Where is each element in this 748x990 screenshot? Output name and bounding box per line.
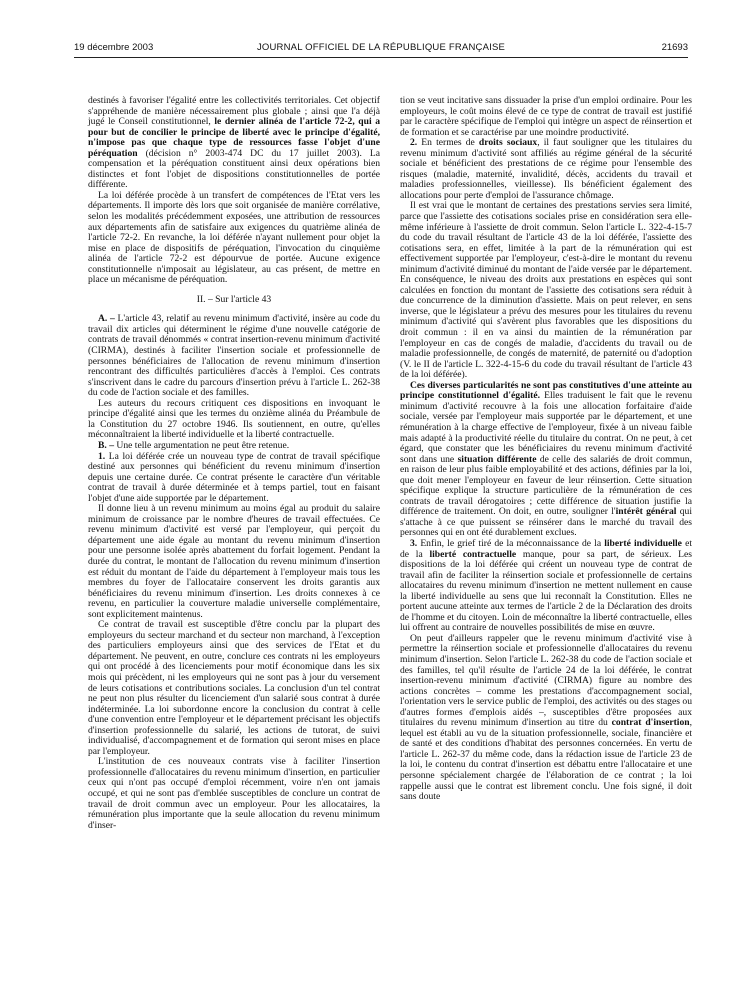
paragraph: Il donne lieu à un revenu minimum au moins égal au produit du salaire minimum de croissance par le nombre d'heures de travail effectuées. Ce revenu minimum d'activité est versé par l'employeur, qui perçoit du département une aide égale au montant du revenu minimum d'insertion pour une personne isolée après abattement du forfait logement. Pendant la durée du contrat, le montant de l'allocation du revenu minimum d'insertion est réduit du montant de l'aide du département à l'employeur mais tous les membres du foyer de l'allocataire conservent les droits garantis aux bénéficiaires du revenu minimum d'insertion. Les droits connexes à ce revenu, en particulier la couverture maladie universelle complémentaire, sont explicitement maintenus.	[88, 503, 380, 620]
bold-text: 2.	[410, 137, 418, 149]
text: On peut d'ailleurs rappeler que le revenu minimum d'activité vise à permettre la réinsertion sociale et professionnelle d'allocataires du revenu minimum d'insertion. Selon l'article L. 262-38 du code de l'action sociale et des familles, tel qu'il résulte de l'article 24 de la loi déférée, le contrat insertion-revenu minimum d'activité (CIRMA) figure au nombre des actions concrètes – comme les prestations d'accompagnement social, l'orientation vers le service public de l'emploi, des activités ou des stages ou d'autres formes d'emplois aidés –, susceptibles d'être proposées aux titulaires du revenu minimum d'insertion au titre du	[400, 632, 692, 729]
text: manque, pour sa part, de sérieux. Les dispositions de la loi déférée qui créent un nouveau type de contrat de travail afin de faciliter la réinsertion sociale et professionnelle de certains allocataires du revenu minimum d'insertion ne mettent nullement en cause la liberté individuelle au sens que lui reconnaît la Constitution. Elles ne portent aucune atteinte aux termes de l'article 2 de la Déclaration des droits de l'homme et du citoyen. Loin de méconnaître la liberté contractuelle, elles lui offrent au contraire de nouvelles possibilités de mise en œuvre.	[400, 548, 692, 634]
header-date: 19 décembre 2003	[74, 42, 154, 53]
text: En termes de	[417, 137, 479, 149]
paragraph	[400, 634, 692, 803]
bold-text: intérêt général	[615, 506, 677, 518]
text: Enfin, le grief tiré de la méconnaissance de la	[417, 537, 605, 549]
bold-text: 3.	[410, 537, 418, 549]
bold-text: A. –	[98, 313, 115, 325]
right-column	[400, 96, 692, 803]
left-column	[88, 96, 380, 831]
text: et de la	[400, 537, 692, 560]
journal-title: JOURNAL OFFICIEL DE LA RÉPUBLIQUE FRANÇAISE	[256, 42, 506, 53]
paragraph: La loi déférée procède à un transfert de compétences de l'Etat vers les départements. Il importe dès lors que soit organisée de manière corrélative, selon les modalités précédemment exposées, une attribution de ressources aux départements afin de satisfaire aux exigences du quatrième alinéa de l'article 72-2. En revanche, la loi déférée n'ayant nullement pour objet la mise en place de dispositifs de péréquation, l'invocation du cinquième alinéa de l'article 72-2 est dépourvue de portée. Aucune exigence constitutionnelle n'imposait au législateur, au cas présent, de mettre en place un mécanisme de péréquation.	[88, 189, 380, 286]
paragraph: L'institution de ces nouveaux contrats vise à faciliter l'insertion professionnelle d'allocataires du revenu minimum d'insertion, en particulier ceux qui n'ont pas occupé d'emploi récemment, voire n'en ont jamais occupé, et qui ne sont pas d'emblée susceptibles de conclure un contrat de travail de droit commun avec un employeur. Pour les allocataires, la rémunération plus importante que la seule allocation du revenu minimum d'inser-	[88, 756, 380, 831]
paragraph	[88, 452, 380, 505]
bold-text: B. –	[98, 439, 114, 451]
paragraph	[400, 539, 692, 634]
bold-text: contrat d'insertion	[611, 717, 690, 729]
text: de celle des salariés de droit commun, en raison de leur plus faible employabilité et des actions, définies par la loi, que doit mener l'employeur en faveur de leur réinsertion. Cette situation spécifique explique la structure particulière de la rémunération de ces contrats de travail dérogatoires ; cette différence de situation justifie la différence de traitement. On doit, en outre, souligner l'	[400, 453, 692, 518]
text: , il faut souligner que les titulaires du revenu minimum d'activité sont affiliés au régime général de la sécurité sociale et bénéficient des prestations de ce régime pour l'ensemble des risques (maladie, maternité, invalidité, décès, accidents du travail et maladies professionnelles, vieillesse). Ils bénéficient également des allocations pour perte d'emploi de l'assurance chômage.	[400, 137, 693, 201]
bold-text: 1.	[98, 450, 106, 462]
paragraph: tion se veut incitative sans dissuader la prise d'un emploi ordinaire. Pour les employeurs, le coût moins élevé de ce type de contrat de travail est justifié par le caractère spécifique de l'emploi qui intègre un aspect de réinsertion et de formation et se caractérise par une moindre productivité.	[400, 95, 692, 138]
bold-text: droits sociaux	[478, 137, 538, 149]
bold-text: le dernier alinéa de l'article 72-2, qui a pour but de concilier le principe de liberté avec le principe d'égalité, n'impose pas que chaque type de ressources fasse l'objet d'une péréquation	[88, 116, 380, 159]
paragraph: Les auteurs du recours critiquent ces dispositions en invoquant le principe d'égalité ainsi que les termes du onzième alinéa du Préambule de la Constitution du 27 octobre 1946. Ils soutiennent, en outre, qu'elles méconnaîtraient la liberté individuelle et la liberté contractuelle.	[88, 397, 380, 441]
text: Elles traduisent le fait que le revenu minimum d'activité recouvre à la fois une allocation forfaitaire d'aide sociale, versée par l'employeur mais supportée par le département, et une rémunération à la charge effective de l'employeur, fixée à un niveau faible mais adapté à la productivité réelle du titulaire du contrat. On ne peut, à cet égard, que constater que les bénéficiaires du revenu minimum d'activité sont dans une	[400, 390, 693, 465]
text: La loi déférée crée un nouveau type de contrat de travail spécifique destiné aux personnes qui bénéficient du revenu minimum d'insertion depuis une certaine durée. Ce contrat présente le caractère d'un véritable contrat de travail à durée déterminée et à temps partiel, tout en faisant l'objet d'une aide supportée par le département.	[88, 450, 380, 504]
text: destinés à favoriser l'égalité entre les collectivités territoriales. Cet objectif s'appréhende de manière nécessairement plus globale ; ainsi que l'a déjà jugé le Conseil constitutionnel,	[88, 95, 380, 128]
bold-text: liberté individuelle	[604, 537, 682, 549]
paragraph	[88, 96, 380, 191]
header-rule	[74, 57, 688, 58]
paragraph	[400, 138, 692, 201]
section-heading: II. – Sur l'article 43	[196, 293, 272, 305]
text: (décision n° 2003-474 DC du 17 juillet 2003). La compensation et la péréquation constituent ainsi deux opérations bien distinctes et font l'objet de dispositions constitutionnelles de portée différente.	[88, 147, 380, 191]
bold-text: liberté contractuelle	[429, 548, 517, 560]
paragraph	[88, 314, 380, 398]
bold-text: Ces diverses particularités ne sont pas constitutives d'une atteinte au principe constitutionnel d'égalité.	[400, 379, 692, 402]
paragraph: Il est vrai que le montant de certaines des prestations servies sera limité, parce que l'assiette des cotisations sociales prise en considération sera elle-même inférieure à l'assiette de droit commun. Selon l'article L. 322-4-15-7 du code du travail résultant de l'article 43 de la loi déférée, l'assiette des cotisations sera, en effet, limitée à la part de la rémunération qui est effectivement supportée par l'employeur, c'est-à-dire le montant du revenu minimum d'activité diminué du montant de l'aide versée par le département. En conséquence, le niveau des droits aux prestations en espèces qui sont calculées en fonction du montant de l'assiette des cotisations sera réduit à due concurrence de la diminution d'assiette. Mais on peut relever, en sens inverse, que le législateur a prévu des mesures pour les titulaires du revenu minimum d'activité qui s'avèrent plus favorables que les dispositions du droit commun : il en va ainsi du maintien de la rémunération par l'employeur en cas de congés de maladie, d'accidents du travail ou de maladie professionnelle, de congés de maternité, de paternité ou d'adoption (V. le II de l'article L. 322-4-15-6 du code du travail résultant de l'article 43 de la loi déférée).	[400, 200, 692, 381]
text: Une telle argumentation ne peut être retenue.	[114, 439, 290, 451]
text: L'article 43, relatif au revenu minimum d'activité, insère au code du travail dix articles qui déterminent le régime d'une nouvelle catégorie de contrats de travail dénommés « contrat insertion-revenu minimum d'activité (CIRMA), destinés à faciliter l'insertion sociale et professionnelle de personnes bénéficiaires de l'allocation de revenu minimum d'insertion rencontrant des difficultés particulières d'accès à l'emploi. Ces contrats s'inscrivent dans le cadre du parcours d'insertion prévu à l'article L. 262-38 du code de l'action sociale et des familles.	[88, 313, 381, 399]
paragraph: Ce contrat de travail est susceptible d'être conclu par la plupart des employeurs du secteur marchand et du secteur non marchand, à l'exception des particuliers employeurs ainsi que des services de l'Etat et du département. Ne peuvent, en outre, conclure ces contrats ni les employeurs qui ont procédé à des licenciements pour motif économique dans les six mois qui précèdent, ni les employeurs qui ne sont pas à jour du versement de leurs cotisations et contributions sociales. La conclusion d'un tel contrat ne peut non plus résulter du licenciement d'un salarié sous contrat à durée indéterminée. La loi subordonne encore la conclusion du contrat à celle d'une convention entre l'employeur et le département précisant les objectifs d'insertion professionnelle du salarié, les actions de tutorat, de suivi individualisé, d'accompagnement et de formation qui seront mises en place par l'employeur.	[88, 619, 380, 757]
paragraph	[400, 381, 692, 539]
page-header	[74, 42, 688, 56]
text: qui s'attache à ce que puissent se réinsérer dans le marché du travail des personnes qui en ont été durablement exclues.	[400, 506, 692, 539]
page-number: 21693	[661, 42, 688, 53]
bold-text: situation différente	[457, 453, 537, 465]
text: , lequel est établi au vu de la situation professionnelle, sociale, financière et de santé et des conditions d'habitat des personnes concernées. En vertu de l'article L. 262-37 du même code, dans la rédaction issue de l'article 23 de la loi, le contenu du contrat d'insertion est débattu entre l'allocataire et une personne spécialement chargée de l'élaboration de ce contrat ; la loi rappelle aussi que le contrat est librement conclu. Une fois signé, il doit sans doute	[400, 717, 693, 803]
